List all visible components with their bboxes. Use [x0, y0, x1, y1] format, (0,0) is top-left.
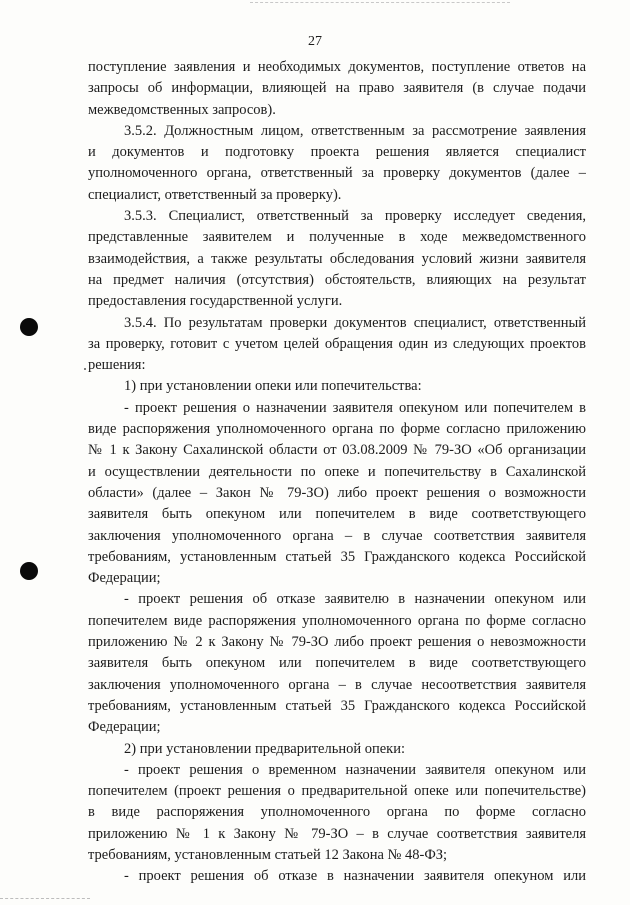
- text-line: - проект решения об отказе заявителю в назначении опекуном или: [124, 591, 586, 608]
- text-line: 3.5.2. Должностным лицом, ответственным за рассмотрение заявления: [124, 122, 586, 139]
- punch-hole-upper: [20, 318, 38, 336]
- text-line: 3.5.4. По результатам проверки документов специалист, ответственный: [124, 314, 586, 331]
- text-line: за проверку, готовит с учетом целей обращения один из следующих проектов: [88, 335, 586, 352]
- text-line: требованиям, установленным статьей 35 Гражданского кодекса Российской: [88, 697, 586, 714]
- text-line: представленные заявителем и полученные в ходе межведомственного: [88, 229, 586, 246]
- text-line: Федерации;: [88, 719, 161, 736]
- text-line: заключения уполномоченного органа – в случае соответствия заявителя: [88, 527, 586, 544]
- text-line: попечителем виде распоряжения уполномоченного органа по форме согласно: [88, 612, 586, 629]
- text-line: - проект решения об отказе в назначении заявителя опекуном или: [124, 868, 586, 885]
- text-line: и осуществлении деятельности по опеке и попечительству в Сахалинской: [88, 463, 586, 480]
- punch-hole-lower: [20, 562, 38, 580]
- text-line: требованиям, установленным статьей 35 Гражданского кодекса Российской: [88, 548, 586, 565]
- text-line: приложению № 1 к Закону № 79-ЗО – в случае соответствия заявителя: [88, 825, 586, 842]
- text-line: Федерации;: [88, 570, 161, 587]
- text-line: поступление заявления и необходимых документов, поступление ответов на: [88, 59, 586, 75]
- scan-artifact-bottom: [0, 898, 90, 900]
- text-line: попечителем (проект решения о предварительной опеке или попечительстве): [88, 783, 586, 800]
- text-line: приложению № 2 к Закону № 79-ЗО либо проект решения о невозможности: [88, 634, 586, 651]
- text-line: № 1 к Закону Сахалинской области от 03.08.2009 № 79-ЗО «Об организации: [88, 442, 586, 459]
- text-line: виде распоряжения уполномоченного органа по форме согласно приложению: [88, 421, 586, 438]
- text-line: специалист, ответственный за проверку).: [88, 186, 342, 203]
- page-number: 27: [308, 34, 322, 49]
- text-line: области» (далее – Закон № 79-ЗО) либо проект решения о возможности: [88, 484, 586, 501]
- text-line: уполномоченного органа, ответственный за проверку документов (далее –: [88, 165, 586, 182]
- text-line: предоставления государственной услуги.: [88, 293, 343, 310]
- text-line: запросы об информации, влияющей на право заявителя (в случае подачи: [88, 80, 586, 97]
- text-line: - проект решения о назначении заявителя опекуном или попечителем в: [124, 399, 586, 416]
- text-line: заявителя быть опекуном или попечителем в виде соответствующего: [88, 506, 586, 523]
- scan-speck: [84, 368, 86, 370]
- text-line: взаимодействия, а также результаты обследования условий жизни заявителя: [88, 250, 586, 267]
- text-line: заявителя быть опекуном или попечителем в виде соответствующего: [88, 655, 586, 672]
- scan-artifact-top: [250, 2, 510, 4]
- text-line: - проект решения о временном назначении заявителя опекуном или: [124, 761, 586, 778]
- text-line: на предмет наличия (отсутствия) обстоятельств, влияющих на результат: [88, 271, 586, 288]
- text-line: 3.5.3. Специалист, ответственный за проверку исследует сведения,: [124, 208, 586, 225]
- text-line: межведомственных запросов).: [88, 101, 276, 118]
- text-line: 2) при установлении предварительной опеки:: [124, 740, 406, 757]
- document-body: [88, 57, 586, 888]
- text-line: в виде распоряжения уполномоченного органа по форме согласно: [88, 804, 586, 821]
- text-line: 1) при установлении опеки или попечительства:: [124, 378, 422, 395]
- text-line: требованиям, установленным статьей 12 Закона № 48-ФЗ;: [88, 846, 448, 863]
- text-line: и документов и подготовку проекта решения является специалист: [88, 144, 586, 161]
- text-line: решения:: [88, 357, 146, 374]
- text-line: заключения уполномоченного органа – в случае несоответствия заявителя: [88, 676, 586, 693]
